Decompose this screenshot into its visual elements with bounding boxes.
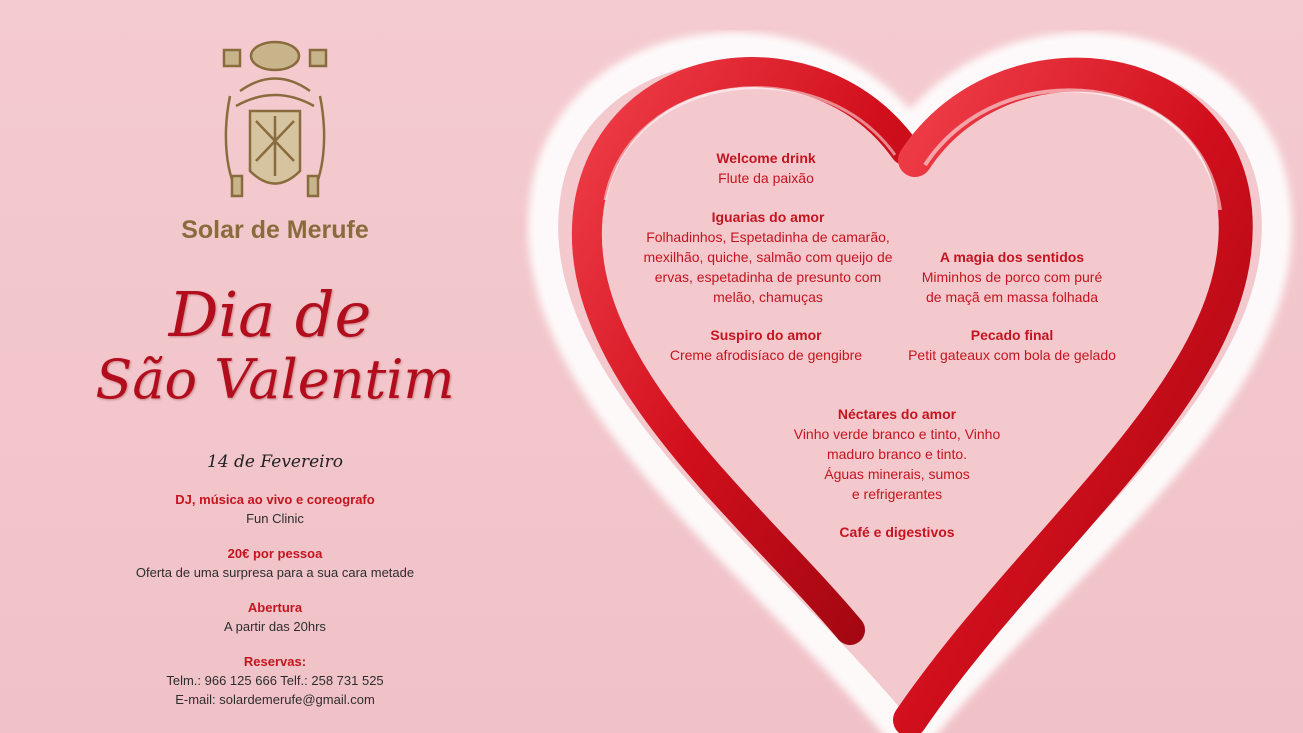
iguarias-line: melão, chamuças <box>713 289 823 305</box>
welcome-text: Flute da paixão <box>718 170 814 186</box>
reservations-header: Reservas: <box>243 654 307 669</box>
brand-name: Solar de Merufe <box>181 216 369 244</box>
entertainment-header: DJ, música ao vivo e coreografo <box>175 492 375 507</box>
menu-nectares <box>752 404 1042 504</box>
reservations-phone: Telm.: 966 125 666 Telf.: 258 731 525 <box>166 673 384 688</box>
iguarias-line: mexilhão, quiche, salmão com queijo de <box>643 249 893 265</box>
opening-header: Abertura <box>247 600 303 615</box>
nectares-line: Vinho verde branco e tinto, Vinho <box>793 426 1001 442</box>
menu-welcome <box>616 148 916 188</box>
menu-iguarias <box>620 207 916 307</box>
suspiro-header: Suspiro do amor <box>710 327 822 343</box>
event-date: 14 de Fevereiro <box>207 452 343 472</box>
magia-line: Miminhos de porco com puré <box>921 269 1103 285</box>
price-header: 20€ por pessoa <box>227 546 323 561</box>
menu-suspiro <box>616 325 916 365</box>
iguarias-line: ervas, espetadinha de presunto com <box>654 269 882 285</box>
magia-line: de maçã em massa folhada <box>926 289 1098 305</box>
menu-magia <box>892 247 1132 307</box>
nectares-line: e refrigerantes <box>851 486 943 502</box>
suspiro-text: Creme afrodisíaco de gengibre <box>669 347 863 363</box>
price-text: Oferta de uma surpresa para a sua cara metade <box>135 565 415 580</box>
iguarias-header: Iguarias do amor <box>711 209 825 225</box>
title-line-1: Dia de <box>168 278 372 351</box>
pecado-text: Petit gateaux com bola de gelado <box>908 347 1116 363</box>
reservations-email: E-mail: solardemerufe@gmail.com <box>175 692 375 707</box>
heart-graphic <box>520 30 1303 733</box>
opening-text: A partir das 20hrs <box>224 619 326 634</box>
title-line-2: São Valentim <box>95 348 455 411</box>
nectares-header: Néctares do amor <box>837 406 957 422</box>
coat-of-arms-icon <box>216 36 334 201</box>
magia-header: A magia dos sentidos <box>939 249 1085 265</box>
pecado-header: Pecado final <box>970 327 1054 343</box>
nectares-line: maduro branco e tinto. <box>826 446 968 462</box>
cafe-header: Café e digestivos <box>839 524 955 540</box>
menu-pecado <box>882 325 1142 365</box>
iguarias-line: Folhadinhos, Espetadinha de camarão, <box>646 229 890 245</box>
welcome-header: Welcome drink <box>716 150 816 166</box>
entertainment-text: Fun Clinic <box>246 511 304 526</box>
nectares-line: Águas minerais, sumos <box>824 466 970 482</box>
info-section <box>100 490 450 709</box>
menu-cafe <box>752 522 1042 542</box>
